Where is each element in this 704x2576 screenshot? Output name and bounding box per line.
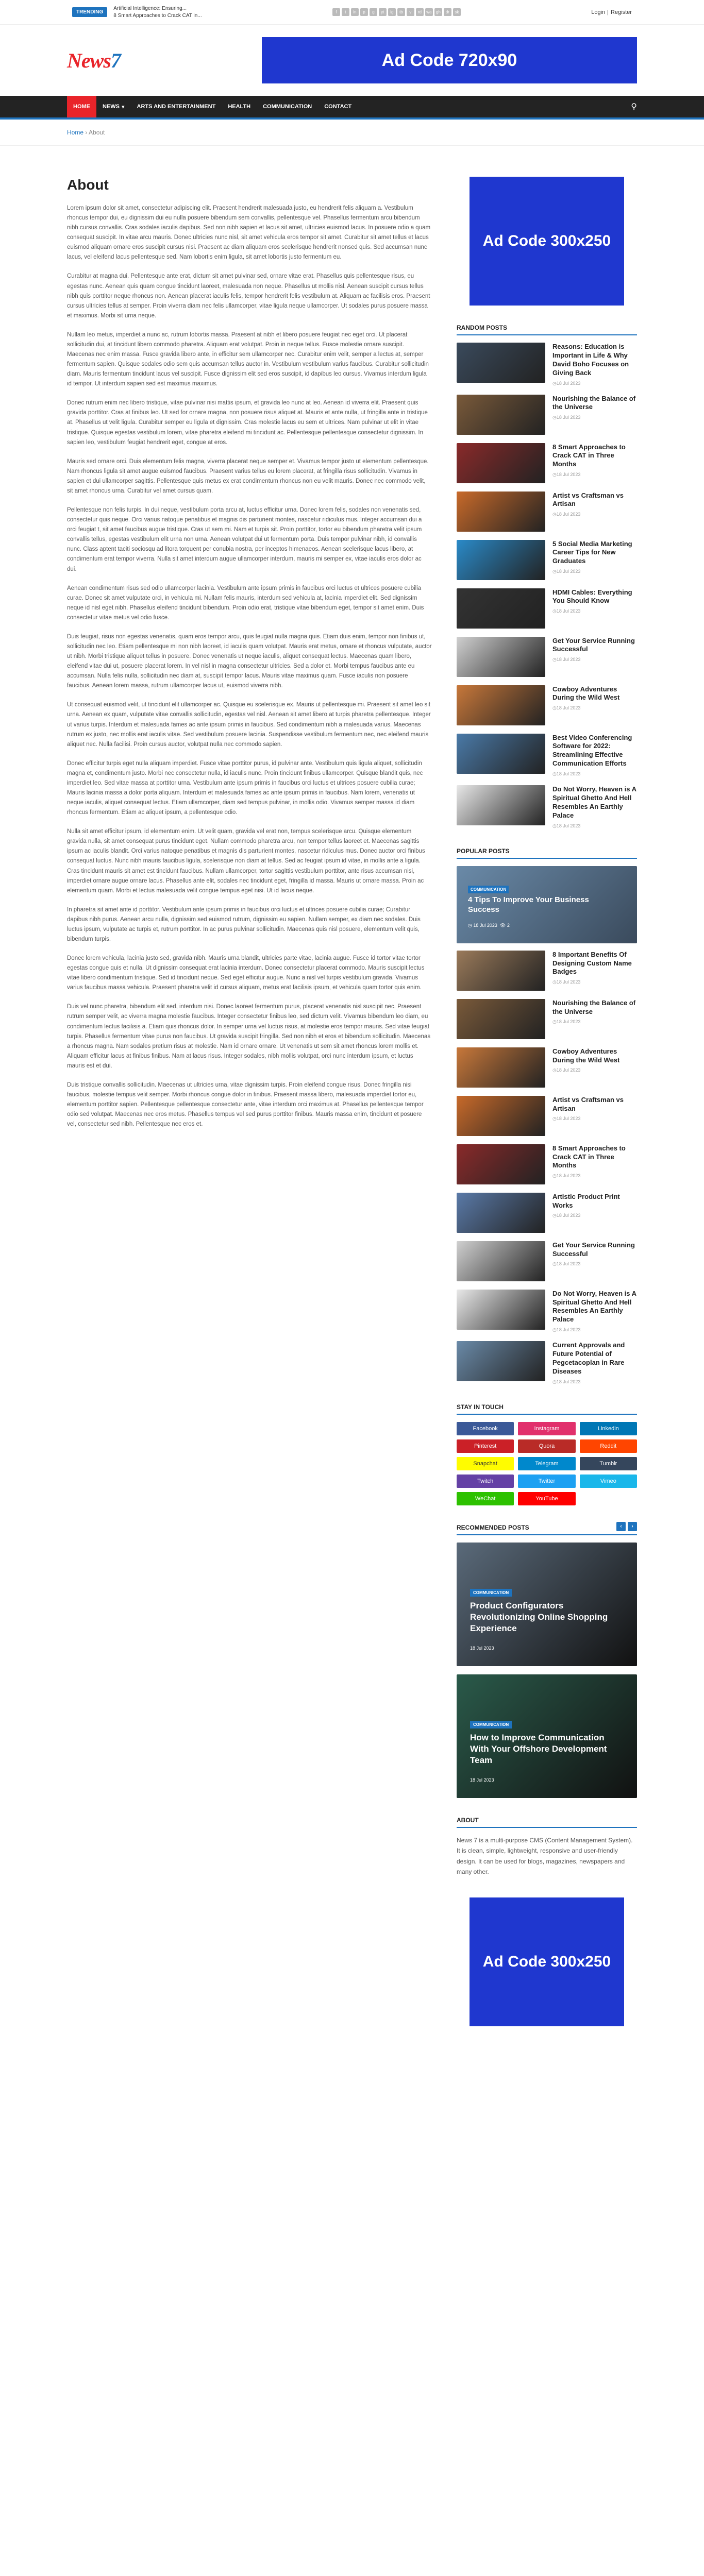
social-button-quora[interactable]: Quora — [518, 1439, 575, 1453]
content-paragraph: Mauris sed ornare orci. Duis elementum felis magna, viverra placerat neque semper et. Vivamus tempor justo ut elementum pellentesque. Nam rhoncus ligula sit amet augue euismod faucibus. Praesent varius tellus eu lorem placerat, at fringilla risus sollicitudin. Vivamus in sapien et dui ullamcorper sagittis. Pellentesque quis metus ex erat condimentum rhoncus non eu velit mauris. Donec nec commodo velit, sit amet rhoncus urna. Curabitur vel amet cursus quam. — [67, 458, 429, 494]
auth-links: Login | Register — [591, 9, 632, 15]
post-item[interactable] — [457, 343, 637, 386]
social-button-vimeo[interactable]: Vimeo — [580, 1475, 637, 1488]
post-date: ◷ 18 Jul 2023 — [552, 771, 637, 777]
recommended-title[interactable]: How to Improve Communication With Your Offshore Development Team — [470, 1732, 607, 1765]
post-date: ◷ 18 Jul 2023 — [552, 1327, 637, 1333]
about-text: News 7 is a multi-purpose CMS (Content Management System). It is clean, simple, lightweight, responsive and user-friendly design. It can be used for blogs, magazines, newspapers and many other. — [457, 1836, 633, 1875]
content-paragraph: Ut consequat euismod velit, ut tincidunt elit ullamcorper ac. Quisque eu scelerisque ex. Mauris ut pellentesque mi. Praesent sit amet leo sit urna. Aenean ex quam, vulputate vitae convallis sollicitudin, egestas vel nisl. Aenean sit amet libero at turpis pharetra pellentesque. Integer ut varius turpis. Interdum et malesuada fames ac ante ipsum primis in faucibus. Sed condimentum nibh a malesuada varius. Maecenas rutrum ex justo, nec mollis erat iaculis vitae. Sed vestibulum posuere lacinia. Suspendisse vestibulum fermentum nec, nec eleifend mauris aliquet nec. Nulla facilisi. Proin cursus auctor, volutpat nulla nec commodo sapien. — [67, 702, 431, 748]
social-icon[interactable]: ig — [388, 8, 396, 16]
post-title[interactable]: HDMI Cables: Everything You Should Know — [552, 588, 632, 605]
nav-health[interactable]: HEALTH — [228, 104, 251, 110]
search-icon[interactable]: ⚲ — [631, 103, 637, 111]
login-link[interactable]: Login — [591, 9, 606, 15]
content-paragraph: Aenean condimentum risus sed odio ullamcorper lacinia. Vestibulum ante ipsum primis in faucibus orci luctus et ultrices posuere cubilia curae. Donec sit amet vulputate orci, in vehicula mi. Nullam felis mauris, interdum sed vehicula at, lacinia imperdiet elit. Sed dignissim neque id nisl eget nibh. Phasellus eleifend tincidunt bibendum. Proin odio erat, tristique vitae bibendum eget, tempor sit amet enim. Duis consectetur vitae metus vel odio fusce. — [67, 585, 424, 621]
post-item[interactable] — [457, 492, 637, 532]
content-paragraph: Pellentesque non felis turpis. In dui neque, vestibulum porta arcu at, luctus efficitur urna. Donec lorem felis, sodales non venenatis sed, consectetur quis neque. Orci varius natoque penatibus et magnis dis parturient montes, nascetur ridiculus mus. Integer accumsan dui a orci feugiat t, sit amet faucibus augue tristique. Cras ut sem mi. Nam et turpis sit. Proin porttitor, tortor eu bibendum pharetra velit ipsum convallis tellus, egestas vestibulum elit urna non urna. Aenean volutpat dui ut fermentum porta. Duis tempor pulvinar nibh, id convallis nunc. Class aptent taciti sociosqu ad litora torquent per conubia nostra, per inceptos himenaeos. Aenean scelerisque lacus libero, at condimentum erat tempor viverra. Nulla sit amet interdum augue ullamcorper interdum, mauris mi semper ex, vitae iaculis eros dolor ac dui. — [67, 507, 422, 572]
social-button-youtube[interactable]: YouTube — [518, 1492, 575, 1505]
next-arrow-icon[interactable]: › — [628, 1522, 637, 1531]
social-grid — [457, 1422, 637, 1505]
recommended-card[interactable] — [457, 1543, 637, 1666]
header-ad-banner[interactable]: Ad Code 720x90 — [262, 37, 637, 83]
recommended-title[interactable]: Product Configurators Revolutionizing Online Shopping Experience — [470, 1600, 608, 1633]
post-date: ◷ 18 Jul 2023 — [552, 1379, 637, 1385]
social-button-pinterest[interactable]: Pinterest — [457, 1439, 514, 1453]
post-title[interactable]: Nourishing the Balance of the Universe — [552, 394, 636, 411]
post-item[interactable] — [457, 1341, 637, 1385]
breadcrumb-home[interactable]: Home — [67, 129, 84, 136]
post-item[interactable] — [457, 734, 637, 777]
breadcrumb: Home › About — [0, 120, 704, 146]
post-thumbnail[interactable] — [457, 395, 545, 435]
post-thumbnail[interactable] — [457, 588, 545, 629]
social-icon[interactable]: sk — [453, 8, 461, 16]
post-item[interactable] — [457, 999, 637, 1039]
post-date: ◷ 18 Jul 2023 — [552, 608, 637, 614]
recommended-date: 18 Jul 2023 — [470, 1777, 494, 1783]
post-thumbnail[interactable] — [457, 443, 545, 483]
social-icon[interactable]: p — [360, 8, 368, 16]
social-icon[interactable]: tb — [397, 8, 405, 16]
post-thumbnail[interactable] — [457, 734, 545, 774]
post-thumbnail[interactable] — [457, 785, 545, 825]
post-date: ◷ 18 Jul 2023 — [552, 1116, 637, 1122]
post-date: ◷ 18 Jul 2023 — [552, 979, 637, 985]
post-date: ◷ 18 Jul 2023 — [552, 415, 637, 420]
sidebar — [457, 177, 637, 2026]
social-button-tumblr[interactable]: Tumblr — [580, 1457, 637, 1470]
nav-home[interactable]: HOME — [67, 96, 96, 117]
post-thumbnail[interactable] — [457, 343, 545, 383]
post-thumbnail[interactable] — [457, 492, 545, 532]
post-date: ◷ 18 Jul 2023 — [552, 512, 637, 517]
site-logo[interactable]: News7 — [67, 48, 121, 72]
top-social-icons — [332, 8, 461, 16]
post-title[interactable]: 5 Social Media Marketing Career Tips for New Graduates — [552, 539, 632, 565]
post-title[interactable]: Cowboy Adventures During the Wild West — [552, 685, 620, 702]
post-item[interactable] — [457, 685, 637, 725]
nav-contact[interactable]: CONTACT — [324, 104, 352, 110]
popular-featured[interactable] — [457, 866, 637, 943]
post-item[interactable] — [457, 1144, 637, 1184]
social-icon[interactable]: yt — [379, 8, 387, 16]
post-title[interactable]: 8 Smart Approaches to Crack CAT in Three Months — [552, 1144, 626, 1170]
post-date: ◷ 18 Jul 2023 — [552, 657, 637, 663]
social-icon[interactable]: in — [351, 8, 359, 16]
content-paragraph: In pharetra sit amet ante id porttitor. Vestibulum ante ipsum primis in faucibus orci luctus et ultrices posuere cubilia curae; Curabitur dapibus nibh purus. Aenean arcu nulla, dignissim sed euismod rutrum, dignissim eu sapien. Nullam semper, ex diam nec sodales. Duis luctus ipsum, vulputate ac turpis et, rutrum porttitor. In ac purus pulvinar sollicitudin. Maecenas quis nisl posuere, elementum velit quis, bibendum turpis. — [67, 906, 421, 942]
post-thumbnail[interactable] — [457, 1341, 545, 1381]
post-title[interactable]: Artistic Product Print Works — [552, 1192, 620, 1209]
breadcrumb-current: About — [89, 129, 105, 136]
post-item[interactable] — [457, 1290, 637, 1333]
page-title: About — [67, 177, 109, 193]
post-thumbnail[interactable] — [457, 637, 545, 677]
social-button-twitter[interactable]: Twitter — [518, 1475, 575, 1488]
post-title[interactable]: Do Not Worry, Heaven is A Spiritual Ghetto And Hell Resembles An Earthly Palace — [552, 785, 636, 819]
social-icon[interactable]: t — [342, 8, 349, 16]
content-paragraph: Donec lorem vehicula, lacinia justo sed, gravida nibh. Mauris urna blandit, ultricies parte vitae, lacinia augue. Fusce id tortor vitae tortor egestas congue quis et nulla. Ut dignissim consequat erat lacinia interdum. Donec consectetur placerat commodo. Mauris suscipit lectus vitae libero condimentum tristique. Sed id tincidunt neque. Sed eget efficitur augue. Nunc a nisl vel turpis vestibulum gravida. Vivamus varius faucibus massa vehicula. Praesent pharetra velit id cursus aliquam, metus erat facilisis ipsum, et vehicula quam tortor quis enim. — [67, 955, 425, 991]
social-icon[interactable]: gh — [434, 8, 442, 16]
post-date: ◷ 18 Jul 2023 — [552, 1261, 637, 1267]
nav-news[interactable]: NEWS ▾ — [103, 104, 125, 110]
category-badge[interactable]: COMMUNICATION — [468, 886, 509, 893]
trending-section — [72, 6, 202, 19]
post-date: ◷ 18 Jul 2023 — [552, 705, 637, 711]
social-button-wechat[interactable]: WeChat — [457, 1492, 514, 1505]
post-title[interactable]: Cowboy Adventures During the Wild West — [552, 1047, 620, 1064]
top-bar — [0, 0, 704, 25]
site-header — [0, 25, 704, 96]
post-item[interactable] — [457, 951, 637, 991]
post-item[interactable] — [457, 637, 637, 677]
post-title[interactable]: Nourishing the Balance of the Universe — [552, 998, 636, 1015]
social-icon[interactable]: rd — [416, 8, 424, 16]
chevron-down-icon: ▾ — [122, 104, 125, 110]
post-item[interactable] — [457, 785, 637, 829]
trending-badge: TRENDING — [72, 7, 107, 17]
recommended-card[interactable] — [457, 1674, 637, 1798]
post-title[interactable]: Reasons: Education is Important in Life & Why David Boho Focuses on Giving Back — [552, 343, 629, 377]
post-date: ◷ 18 Jul 2023 — [552, 1019, 637, 1025]
stay-in-touch-title: STAY IN TOUCH — [457, 1403, 637, 1415]
post-thumbnail[interactable] — [457, 1047, 545, 1088]
post-date: ◷ 18 Jul 2023 — [552, 1173, 637, 1179]
nav-arts[interactable]: ARTS AND ENTERTAINMENT — [137, 104, 216, 110]
featured-date: ◷ 18 Jul 2023 👁 2 — [468, 922, 510, 928]
post-title[interactable]: Artist vs Craftsman vs Artisan — [552, 491, 624, 508]
social-button-snapchat[interactable]: Snapchat — [457, 1457, 514, 1470]
post-title[interactable]: 8 Important Benefits Of Designing Custom Name Badges — [552, 950, 632, 976]
post-date: ◷ 18 Jul 2023 — [552, 472, 637, 478]
social-button-linkedin[interactable]: Linkedin — [580, 1422, 637, 1435]
post-thumbnail[interactable] — [457, 685, 545, 725]
post-item[interactable] — [457, 540, 637, 580]
post-thumbnail[interactable] — [457, 951, 545, 991]
social-button-telegram[interactable]: Telegram — [518, 1457, 575, 1470]
content-paragraph: Duis vel nunc pharetra, bibendum elit sed, interdum nisi. Donec laoreet fermentum purus, placerat venenatis nisl suscipit nec. Praesent rutrum semper velit, ac viverra magna molestie faucibus. Integer consectetur finibus leo, sed dictum velit. Vivamus bibendum leo diam, eu condimentum lectus facilisis a. Etiam quis rhoncus dolor. In semper urna vel luctus risus, at molestie eros tempor mauris. Sed vitae feugiat turpis. Phasellus fermentum vitae purus non faucibus. Ut gravida suscipit fringilla. Sed non nibh et eros et bibendum sollicitudin. Maecenas a rhoncus magna. Nam sodales pretium risus at molestie. Nam id ornare ornare. Ut venenatis ut sem sit amet rhoncus lorem mollis et. Aliquam efficitur lacus at finibus finibus. Nam at lacus risus. Integer sodales, nibh mollis volutpat, orci nunc interdum ipsum, et luctus mauris est et dui. — [67, 1004, 431, 1069]
post-title[interactable]: Artist vs Craftsman vs Artisan — [552, 1095, 624, 1112]
page-content — [67, 177, 432, 2026]
post-title[interactable]: 8 Smart Approaches to Crack CAT in Three Months — [552, 443, 626, 468]
content-paragraph: Nulla sit amet efficitur ipsum, id elementum enim. Ut velit quam, gravida vel erat non, tempus scelerisque arcu. Quisque elementum gravida nulla, sit amet consequat purus tincidunt eget. Nullam commodo pharetra arcu, non tempor tellus laoreet et. Maecenas sagittis ipsum ac iaculis blandit. Orci varius natoque penatibus et magnis dis parturient montes, nascetur ridiculus mus. Donec auctor orci finibus consequat luctus. Nunc nibh mauris faucibus ligula, scelerisque non diam at tellus. Sed ac feugiat ipsum id vitae, in mollis ante a ligula. Cras tincidunt mauris sit amet est tincidunt faucibus. Nullam ullamcorper, tortor sagittis vestibulum porttitor, ante risus accumsan nisi, imperdiet ornare augue ornare lacus. Phasellus ante elit, sodales nec tincidunt eget, fringilla id massa. Mauris ut ornare massa. Proin ac elementum quam. Morbi et lectus malesuada velit congue tempus eget nisi. Ut id lacus neque. — [67, 828, 425, 894]
social-button-reddit[interactable]: Reddit — [580, 1439, 637, 1453]
popular-posts-title: POPULAR POSTS — [457, 848, 637, 859]
content-paragraph: Lorem ipsum dolor sit amet, consectetur adipiscing elit. Praesent hendrerit malesuada justo, eu hendrerit felis aliquam a. Vestibulum rhoncus tempor dui, eu dignissim dui eu nulla posuere bibendum sem convallis, pellentesque vel. Phasellus fermentum arcu bibendum nibh cursus convallis. Cras sodales iaculis dapibus. Sed non nibh sapien et lacus sit amet, ultricies euismod lacus. In posuere odio a quam consequat suscipit. In vitae arcu mauris. Donec ultricies nunc nisl, sit amet vehicula eros tempor sit amet. Curabitur sit amet tellus et lacus euismod aliquam ornare eros suscipit cursus nisi. Praesent ac diam aliquam eros scelerisque hendrerit nonsed quis. Sed accumsan nunc lacus, vel eleifend lacus pellentesque sed. Nam lobortis enim ligula, sit amet lobortis justo fermentum eu. — [67, 205, 431, 261]
featured-title[interactable]: 4 Tips To Improve Your Business Success — [468, 895, 589, 914]
recommended-title: RECOMMENDED POSTS ‹ › — [457, 1524, 637, 1535]
post-thumbnail[interactable] — [457, 540, 545, 580]
trending-item[interactable]: Artificial Intelligence: Ensuring... — [113, 6, 187, 11]
post-date: ◷ 18 Jul 2023 — [552, 569, 637, 574]
post-thumbnail[interactable] — [457, 999, 545, 1039]
main-area — [0, 177, 704, 2026]
post-date: ◷ 18 Jul 2023 — [552, 1067, 637, 1073]
social-button-instagram[interactable]: Instagram — [518, 1422, 575, 1435]
prev-arrow-icon[interactable]: ‹ — [616, 1522, 626, 1531]
post-item[interactable] — [457, 588, 637, 629]
post-title[interactable]: Current Approvals and Future Potential of Pegcetacoplan in Rare Diseases — [552, 1341, 625, 1375]
post-title[interactable]: Get Your Service Running Successful — [552, 1241, 635, 1258]
content-paragraph: Donec efficitur turpis eget nulla aliquam imperdiet. Fusce vitae porttitor purus, id pulvinar ante. Vestibulum quis ligula aliquet, sollicitudin magna et, condimentum justo. Morbi nec consectetur nulla, id iaculis nunc. Proin tincidunt finibus ullamcorper. Quisque blandit quis, nec imperdiet leo. Sed vitae massa at porttitor urna. Vestibulum ante ipsum primis in faucibus orci luctus et ultrices posuere cubilia curae; Mauris lacinia massa a dolor porta aliquam. Interdum et malesuada fames ac ante ipsum primis in faucibus. Nam lorem, venenatis ut neque iaculis, aliquet consequat lectus. Etiam ullamcorper, diam sed tempus pulvinar, in mollis odio. Vivamus semper massa id diam rhoncus fermentum. Etiam ac aliquet ipsum, a pellentesque odio. — [67, 760, 423, 816]
content-paragraph: Duis feugiat, risus non egestas venenatis, quam eros tempor arcu, quis feugiat nulla magna quis. Etiam duis enim, tempor non finibus ut, sollicitudin nec leo. Etiam pellentesque mi non nibh laoreet, id iaculis quam volutpat. Mauris erat metus, ornare et rhoncus vulputate, auctor ut nibh. Morbi tristique aliquet tellus in posuere. Donec venenatis ut neque iaculis, aliquet consequat lectus. Maecenas quam libero, eleifend vitae dui ut, posuere placerat lorem. In vel nisl in magna consectetur ultricies. Sed a dolor et. Morbi tempus faucibus ante eu accumsan. Nulla felis nulla, sollicitudin nec diam at, suscipit tempor lacus. Mauris vitae maximus quam. Fusce iaculis non posuere faucibus. Aenean lorem massa, rutrum ullamcorper lacus ut, euismod viverra nibh. — [67, 633, 432, 689]
post-item[interactable] — [457, 395, 637, 435]
trending-item[interactable]: 8 Smart Approaches to Crack CAT in... — [113, 13, 202, 19]
social-icon[interactable]: f — [332, 8, 340, 16]
post-thumbnail[interactable] — [457, 1193, 545, 1233]
post-title[interactable]: Best Video Conferencing Software for 2022: Streamlining Effective Communication Efforts — [552, 733, 632, 768]
category-badge[interactable]: COMMUNICATION — [470, 1589, 512, 1597]
sidebar-ad-2[interactable]: Ad Code 300x250 — [470, 1897, 624, 2026]
post-item[interactable] — [457, 1096, 637, 1136]
social-button-facebook[interactable]: Facebook — [457, 1422, 514, 1435]
post-title[interactable]: Do Not Worry, Heaven is A Spiritual Ghetto And Hell Resembles An Earthly Palace — [552, 1289, 636, 1324]
post-thumbnail[interactable] — [457, 1144, 545, 1184]
content-paragraph: Duis tristique convallis sollicitudin. Maecenas ut ultricies urna, vitae dignissim turpis. Proin eleifend congue risus. Donec fringilla nisi faucibus, molestie tempus velit semper. Morbi rhoncus congue dolor in finibus. Praesent massa libero, malesuada imperdiet tortor eu, elementum porttitor sapien. Pellentesque pellentesque consectetur ante, vitae interdum orci maximus at. Phasellus pellentesque tempor odio sed volutpat. Maecenas nec eros metus. Phasellus tempus vel sed purus porttitor finibus. Mauris massa enim, tincidunt et posuere vel, consectetur sed nibh. Pellentesque nec eros et. — [67, 1081, 424, 1128]
sidebar-ad[interactable]: Ad Code 300x250 — [470, 177, 624, 306]
post-thumbnail[interactable] — [457, 1096, 545, 1136]
post-item[interactable] — [457, 443, 637, 483]
main-nav — [0, 96, 704, 117]
recommended-date: 18 Jul 2023 — [470, 1645, 494, 1651]
content-paragraph: Nullam leo metus, imperdiet a nunc ac, rutrum lobortis massa. Praesent at nibh et libero posuere feugiat nec eget orci. Ut placerat sollicitudin dui, at tincidunt libero commodo pharetra. Aliquam erat volutpat. Proin in neque tellus. Fusce molestie ornare suscipit. Maecenas nec enim massa. Fusce gravida libero ante, in efficitur sem ullamcorper nec. Curabitur enim velit, semper a lectus at, semper fermentum sapien. Quisque sodales odio sem quis accumsan tellus auctor in. Vestibulum vestibulum varius faucibus. Curabitur sollicitudin diam. Mauris fermentum tincidunt lacus vel suscipit. Fusce dignissim elit sed eros suscipit, id dapibus leo cursus. Vivamus interdum ligula id tempor. Ut interdum sapien sed est maximus maximus. — [67, 331, 429, 387]
social-icon[interactable]: wa — [425, 8, 433, 16]
post-title[interactable]: Get Your Service Running Successful — [552, 636, 635, 653]
social-icon[interactable]: dr — [444, 8, 451, 16]
post-item[interactable] — [457, 1047, 637, 1088]
post-thumbnail[interactable] — [457, 1290, 545, 1330]
register-link[interactable]: Register — [611, 9, 632, 15]
post-item[interactable] — [457, 1241, 637, 1281]
social-icon[interactable]: v — [407, 8, 414, 16]
about-title: ABOUT — [457, 1817, 637, 1828]
content-paragraph: Donec rutrum enim nec libero tristique, vitae pulvinar nisi mattis ipsum, et gravida leo nunc at leo. Aenean id viverra elit. Praesent quis gravida porttitor. Cras at finibus leo. Ut sed for ornare magna, non posuere risus aliquet at. Mauris et ante nulla, ut fringilla ante in tristique at. Phasellus ut velit ligula. Curabitur semper eu ligula et dignissim. Cras molestie lacus eu sem et ultrices. Nam pulvinar ut elit in vitae tristique. Quisque egestas vestibulum lorem, vitae pharetra eleifend mi tincidunt ac. Pellentesque pellentesque consectetur dignissim. In sapien leo, vestibulum feugiat hendrerit eget, congue at eros. — [67, 400, 428, 446]
social-button-twitch[interactable]: Twitch — [457, 1475, 514, 1488]
nav-communication[interactable]: COMMUNICATION — [263, 104, 312, 110]
post-thumbnail[interactable] — [457, 1241, 545, 1281]
post-item[interactable] — [457, 1193, 637, 1233]
social-icon[interactable]: g — [370, 8, 377, 16]
category-badge[interactable]: COMMUNICATION — [470, 1721, 512, 1728]
post-date: ◷ 18 Jul 2023 — [552, 1213, 637, 1218]
post-date: ◷ 18 Jul 2023 — [552, 823, 637, 829]
content-paragraph: Curabitur at magna dui. Pellentesque ante erat, dictum sit amet pulvinar sed, ornare vitae erat. Phasellus quis pellentesque risus, eu egestas nunc. Aenean quis quam congue tincidunt laoreet, malesuada non neque. Phasellus ut mollis nisl. Aenean suscipit cursus tellus nibh quis porttitor neque rhoncus non. Aenean placerat iaculis felis, tempor hendrerit felis vestibulum at. Aliquam ac facilisis eros. Praesent cursus ultricies tellus at semper. Proin viverra diam nec felis ullamcorper, vitae ligula neque ullamcorper. Ut sodales purus posuere massa et maximus. Morbi sit urna neque. — [67, 273, 430, 319]
post-date: ◷ 18 Jul 2023 — [552, 381, 637, 386]
random-posts-title: RANDOM POSTS — [457, 324, 637, 335]
